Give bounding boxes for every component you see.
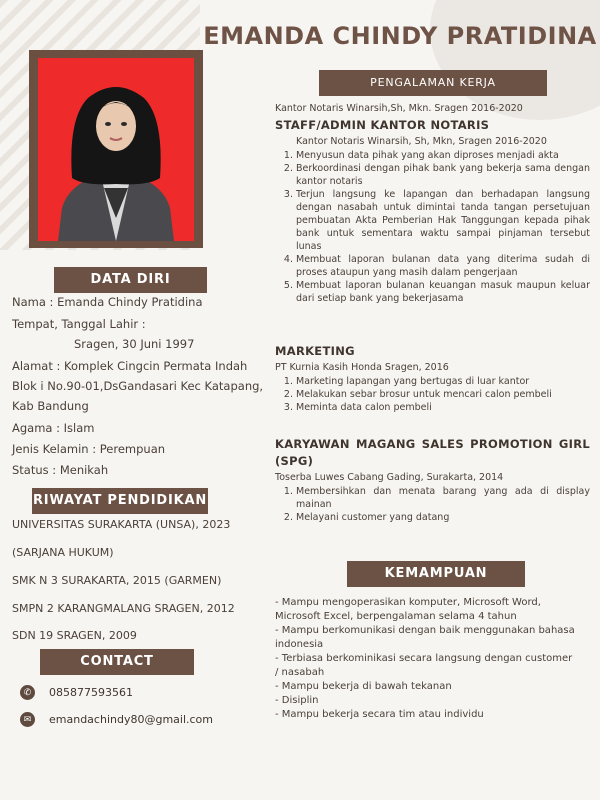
profile-photo — [38, 58, 194, 241]
page-title: EMANDA CHINDY PRATIDINA — [203, 22, 597, 50]
contact-phone[interactable] — [20, 685, 133, 700]
job-company: PT Kurnia Kasih Honda Sragen, 2016 — [275, 362, 449, 373]
skill-item: - Disiplin — [275, 695, 319, 706]
pendidikan-item: SDN 19 SRAGEN, 2009 — [12, 629, 137, 642]
job-company: Kantor Notaris Winarsih, Sh, Mkn, Sragen 2016-2020 — [296, 136, 547, 147]
skill-item: - Mampu bekerja di bawah tekanan — [275, 681, 452, 692]
data-alamat-2: Blok i No.90-01,DsGandasari Kec Katapang, — [12, 379, 264, 393]
job-duties — [275, 149, 590, 305]
job-title: MARKETING — [275, 344, 355, 358]
data-ttl-label: Tempat, Tanggal Lahir : — [12, 317, 146, 331]
data-jenis-kelamin: Jenis Kelamin : Perempuan — [12, 442, 166, 456]
email-address: emandachindy80@gmail.com — [49, 713, 213, 726]
job-duty: 5. Membuat laporan bulanan keuangan masuk maupun keluar dari setiap bank yang bekerjasama — [296, 279, 590, 305]
data-alamat: Alamat : Komplek Cingcin Permata Indah — [12, 359, 248, 373]
job-company: Toserba Luwes Cabang Gading, Surakarta, 2014 — [275, 472, 504, 483]
pendidikan-item: UNIVERSITAS SURAKARTA (UNSA), 2023 — [12, 518, 231, 531]
job-duties — [275, 375, 590, 414]
contact-email[interactable] — [20, 712, 213, 727]
skill-item: - Mampu mengoperasikan komputer, Microsoft Word, Microsoft Excel, berpengalaman selama 4 tahun — [275, 597, 541, 622]
section-header-pendidikan: RIWAYAT PENDIDIKAN — [32, 488, 208, 514]
data-nama: Nama : Emanda Chindy Pratidina — [12, 295, 203, 309]
email-icon: ✉ — [20, 712, 35, 727]
job-title: KARYAWAN MAGANG SALES PROMOTION GIRL (SPG) — [275, 437, 590, 468]
section-header-contact: CONTACT — [40, 649, 194, 675]
pendidikan-item: (SARJANA HUKUM) — [12, 546, 114, 559]
job-duty: 3. Terjun langsung ke lapangan dan berhadapan langsung dengan nasabah untuk dimintai tanda tangan persetujuan pembuatan Akta Pemberian Hak Tanggungan kepada pihak bank untuk sementara waktu sampai pinjaman tersebut lunas — [296, 188, 590, 253]
job-duty: 2. Melakukan sebar brosur untuk mencari calon pembeli — [296, 388, 590, 401]
job-title: STAFF/ADMIN KANTOR NOTARIS — [275, 118, 490, 132]
phone-icon: ✆ — [20, 685, 35, 700]
data-ttl-value: Sragen, 30 Juni 1997 — [74, 337, 195, 351]
job-duty: 1. Marketing lapangan yang bertugas di luar kantor — [296, 375, 590, 388]
skills-list — [275, 596, 575, 722]
skill-item: - Mampu berkomunikasi dengan baik menggunakan bahasa indonesia — [275, 625, 575, 650]
pendidikan-item: SMPN 2 KARANGMALANG SRAGEN, 2012 — [12, 602, 235, 615]
skill-item: - Mampu bekerja secara tim atau individu — [275, 709, 484, 720]
job-duty: 2. Melayani customer yang datang — [296, 511, 590, 524]
job-duty: 3. Meminta data calon pembeli — [296, 401, 590, 414]
section-header-data-diri: DATA DIRI — [54, 267, 207, 293]
pendidikan-item: SMK N 3 SURAKARTA, 2015 (GARMEN) — [12, 574, 222, 587]
job-duty: 2. Berkoordinasi dengan pihak bank yang bekerja sama dengan kantor notaris — [296, 162, 590, 188]
data-status: Status : Menikah — [12, 463, 109, 477]
pengalaman-intro: Kantor Notaris Winarsih,Sh, Mkn. Sragen 2016-2020 — [275, 103, 523, 114]
phone-number: 085877593561 — [49, 686, 133, 699]
job-duties — [275, 485, 590, 524]
data-alamat-3: Kab Bandung — [12, 399, 89, 413]
section-header-pengalaman: PENGALAMAN KERJA — [319, 70, 547, 96]
section-header-kemampuan: KEMAMPUAN — [347, 561, 525, 587]
job-duty: 4. Membuat laporan bulanan data yang diterima sudah di proses ataupun yang masih dalam pengerjaan — [296, 253, 590, 279]
data-agama: Agama : Islam — [12, 421, 95, 435]
job-duty: 1. Menyusun data pihak yang akan diproses menjadi akta — [296, 149, 590, 162]
skill-item: - Terbiasa berkominikasi secara langsung dengan customer / nasabah — [275, 653, 573, 678]
job-duty: 1. Membersihkan dan menata barang yang ada di display mainan — [296, 485, 590, 511]
